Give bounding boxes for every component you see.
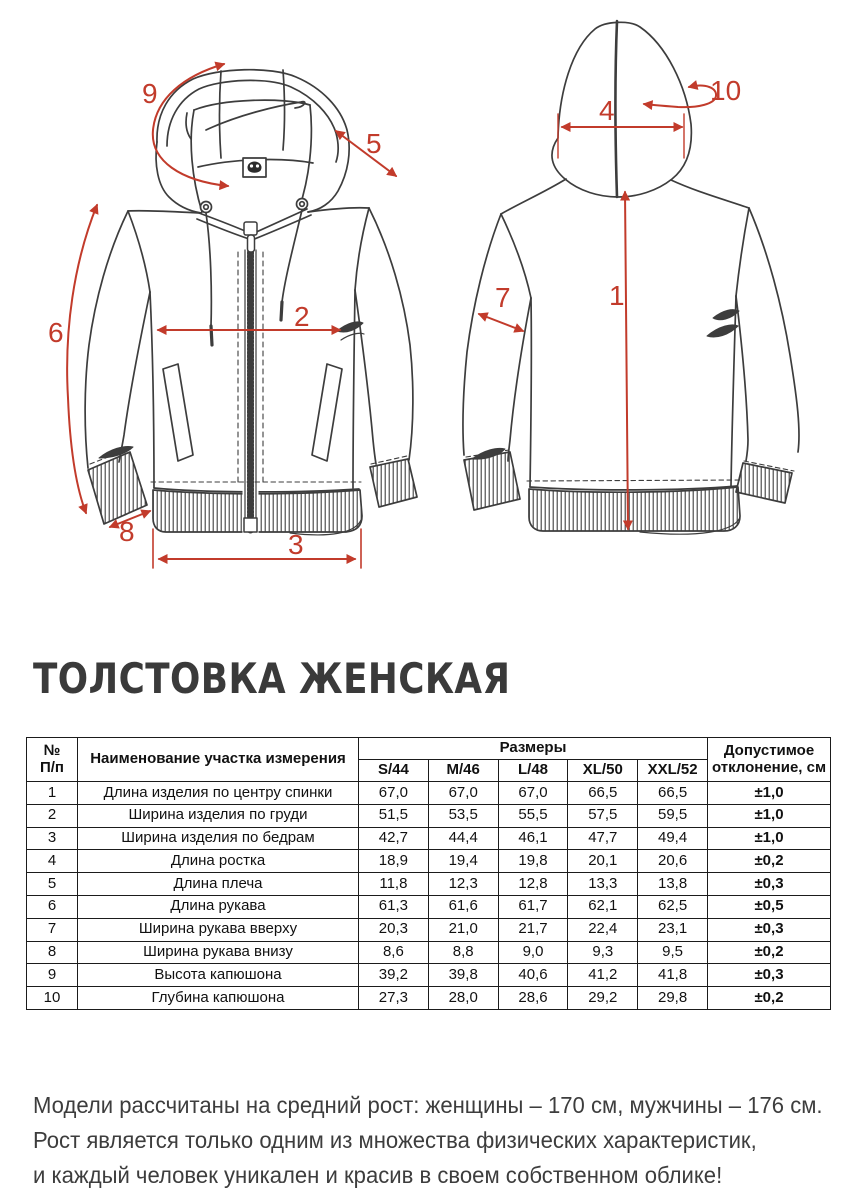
row-num: 4 (27, 850, 78, 873)
cell-value: 21,0 (428, 918, 498, 941)
cell-tolerance: ±0,5 (708, 895, 831, 918)
cell-value: 61,7 (498, 895, 568, 918)
table-row (27, 987, 831, 1010)
table-row (27, 918, 831, 941)
dim-label-1: 1 (609, 280, 625, 311)
cell-value: 40,6 (498, 964, 568, 987)
cell-value: 44,4 (428, 827, 498, 850)
row-num: 8 (27, 941, 78, 964)
cell-value: 8,8 (428, 941, 498, 964)
cell-tolerance: ±0,2 (708, 987, 831, 1010)
dim-label-10: 10 (710, 75, 742, 106)
header-tolerance-line1: Допустимое (723, 741, 815, 759)
size-col: M/46 (428, 760, 498, 782)
row-num: 2 (27, 804, 78, 827)
cell-value: 19,4 (428, 850, 498, 873)
row-name: Высота капюшона (78, 964, 359, 987)
cell-value: 66,5 (568, 782, 638, 805)
cell-value: 55,5 (498, 804, 568, 827)
cell-value: 29,2 (568, 987, 638, 1010)
row-num: 5 (27, 873, 78, 896)
cell-value: 46,1 (498, 827, 568, 850)
dim-label-9: 9 (142, 78, 158, 109)
header-num-line2: П/п (39, 758, 64, 776)
cell-value: 29,8 (638, 987, 708, 1010)
table-row (27, 850, 831, 873)
cell-tolerance: ±0,2 (708, 941, 831, 964)
cell-value: 28,0 (428, 987, 498, 1010)
cell-value: 39,2 (359, 964, 429, 987)
cell-value: 42,7 (359, 827, 429, 850)
cell-tolerance: ±0,2 (708, 850, 831, 873)
cell-value: 28,6 (498, 987, 568, 1010)
table-header-row (27, 738, 831, 760)
header-num (27, 738, 78, 782)
row-name: Длина изделия по центру спинки (78, 782, 359, 805)
pocket-right (312, 364, 342, 461)
cell-tolerance: ±0,3 (708, 964, 831, 987)
cell-value: 62,1 (568, 895, 638, 918)
size-col: L/48 (498, 760, 568, 782)
cell-value: 19,8 (498, 850, 568, 873)
size-col: XL/50 (568, 760, 638, 782)
header-tolerance (708, 738, 831, 782)
table-row (27, 895, 831, 918)
table-row (27, 941, 831, 964)
height-note (33, 1088, 823, 1193)
cell-value: 62,5 (638, 895, 708, 918)
cell-value: 41,2 (568, 964, 638, 987)
row-name: Длина плеча (78, 873, 359, 896)
measurements-table (26, 737, 831, 1010)
dim-label-4: 4 (599, 95, 615, 126)
row-num: 1 (27, 782, 78, 805)
pocket-left (163, 364, 193, 461)
back-view (463, 21, 799, 534)
cell-value: 41,8 (638, 964, 708, 987)
cell-tolerance: ±0,3 (708, 918, 831, 941)
row-name: Ширина изделия по груди (78, 804, 359, 827)
row-name: Длина рукава (78, 895, 359, 918)
cell-value: 23,1 (638, 918, 708, 941)
height-note-line1: Модели рассчитаны на средний рост: женщины – 170 см, мужчины – 176 см. (33, 1092, 823, 1118)
dim-arrow-7 (479, 314, 523, 331)
size-col: XXL/52 (638, 760, 708, 782)
header-num-line1: № (43, 741, 61, 759)
row-name: Глубина капюшона (78, 987, 359, 1010)
cell-value: 61,6 (428, 895, 498, 918)
cell-value: 9,3 (568, 941, 638, 964)
dim-label-6: 6 (48, 317, 64, 348)
cell-tolerance: ±1,0 (708, 804, 831, 827)
dim-label-8: 8 (119, 516, 135, 547)
size-col: S/44 (359, 760, 429, 782)
row-num: 6 (27, 895, 78, 918)
header-sizes-group: Размеры (359, 738, 708, 760)
cell-tolerance: ±0,3 (708, 873, 831, 896)
cell-value: 57,5 (568, 804, 638, 827)
cell-value: 13,8 (638, 873, 708, 896)
row-num: 9 (27, 964, 78, 987)
page-title: ТОЛСТОВКА ЖЕНСКАЯ (33, 654, 511, 703)
cell-value: 21,7 (498, 918, 568, 941)
table-row (27, 804, 831, 827)
row-num: 7 (27, 918, 78, 941)
cell-value: 49,4 (638, 827, 708, 850)
table-row (27, 782, 831, 805)
row-name: Ширина рукава внизу (78, 941, 359, 964)
dim-arrow-6 (67, 205, 97, 513)
dim-label-2: 2 (294, 301, 310, 332)
cell-value: 59,5 (638, 804, 708, 827)
cell-value: 13,3 (568, 873, 638, 896)
table-row (27, 964, 831, 987)
cell-value: 9,5 (638, 941, 708, 964)
cell-value: 67,0 (498, 782, 568, 805)
dim-label-5: 5 (366, 128, 382, 159)
cell-tolerance: ±1,0 (708, 782, 831, 805)
cell-value: 27,3 (359, 987, 429, 1010)
cell-value: 20,3 (359, 918, 429, 941)
header-name: Наименование участка измерения (78, 738, 359, 782)
cell-value: 9,0 (498, 941, 568, 964)
cell-value: 11,8 (359, 873, 429, 896)
row-num: 3 (27, 827, 78, 850)
cell-value: 61,3 (359, 895, 429, 918)
zipper (238, 222, 263, 536)
cell-value: 20,6 (638, 850, 708, 873)
cell-tolerance: ±1,0 (708, 827, 831, 850)
row-num: 10 (27, 987, 78, 1010)
cell-value: 8,6 (359, 941, 429, 964)
row-name: Ширина рукава вверху (78, 918, 359, 941)
dim-arrow-10 (644, 86, 716, 108)
cell-value: 53,5 (428, 804, 498, 827)
table-row (27, 873, 831, 896)
cell-value: 20,1 (568, 850, 638, 873)
table-row (27, 827, 831, 850)
cell-value: 66,5 (638, 782, 708, 805)
header-tolerance-line2: отклонение, см (711, 758, 827, 776)
dim-label-3: 3 (288, 529, 304, 560)
height-note-line2: Рост является только одним из множества физических характеристик, (33, 1127, 757, 1153)
cell-value: 47,7 (568, 827, 638, 850)
cell-value: 67,0 (359, 782, 429, 805)
dim-arrow-1 (625, 192, 628, 529)
cell-value: 18,9 (359, 850, 429, 873)
cell-value: 67,0 (428, 782, 498, 805)
cell-value: 12,3 (428, 873, 498, 896)
dim-label-7: 7 (495, 282, 511, 313)
cell-value: 51,5 (359, 804, 429, 827)
row-name: Длина ростка (78, 850, 359, 873)
row-name: Ширина изделия по бедрам (78, 827, 359, 850)
cell-value: 22,4 (568, 918, 638, 941)
neck-label (243, 158, 266, 177)
height-note-line3: и каждый человек уникален и красив в своем собственном облике! (33, 1162, 723, 1188)
cell-value: 12,8 (498, 873, 568, 896)
cell-value: 39,8 (428, 964, 498, 987)
